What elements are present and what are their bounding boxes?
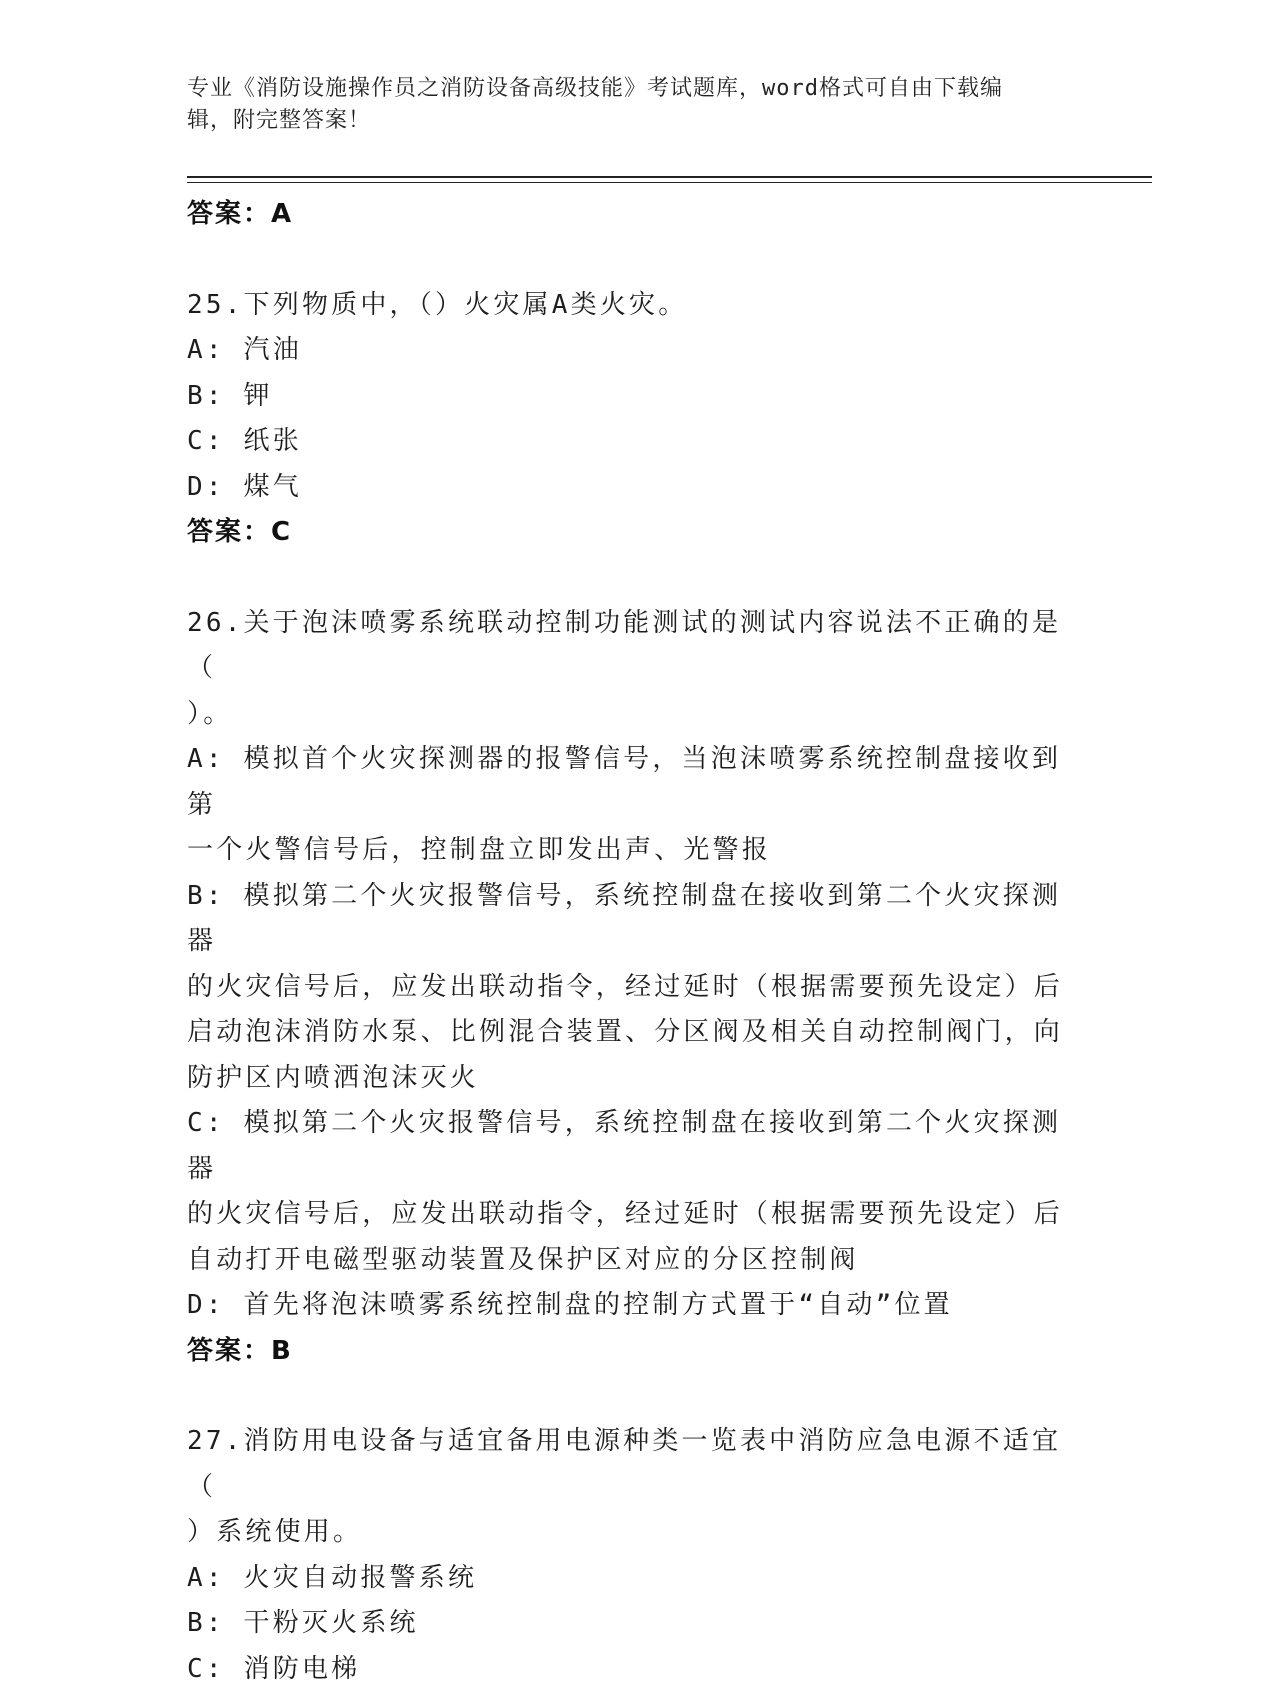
question-25-option-c: C: 纸张 [187, 419, 1077, 465]
question-26-option-c-line-2: 的火灾信号后，应发出联动指令，经过延时（根据需要预先设定）后 [187, 1192, 1077, 1238]
question-26 [187, 601, 1077, 1375]
question-26-option-c-line-1: C: 模拟第二个火灾报警信号，系统控制盘在接收到第二个火灾探测器 [187, 1101, 1077, 1192]
question-26-stem-line-2: ）。 [187, 692, 1077, 738]
question-27 [187, 1419, 1077, 1692]
question-26-option-a-line-1: A: 模拟首个火灾探测器的报警信号，当泡沫喷雾系统控制盘接收到第 [187, 737, 1077, 828]
header-divider-thin [187, 182, 1152, 183]
question-26-option-c-line-3: 自动打开电磁型驱动装置及保护区对应的分区控制阀 [187, 1238, 1077, 1284]
question-27-option-a: A: 火灾自动报警系统 [187, 1556, 1077, 1602]
question-27-stem-line-1: 27.消防用电设备与适宜备用电源种类一览表中消防应急电源不适宜（ [187, 1419, 1077, 1510]
question-27-stem-line-2: ）系统使用。 [187, 1510, 1077, 1556]
question-26-option-b-line-2: 的火灾信号后，应发出联动指令，经过延时（根据需要预先设定）后 [187, 965, 1077, 1011]
question-26-option-a-line-2: 一个火警信号后，控制盘立即发出声、光警报 [187, 828, 1077, 874]
question-25-option-a: A: 汽油 [187, 328, 1077, 374]
question-content [187, 192, 1077, 1692]
previous-answer: 答案：A [187, 192, 1077, 238]
question-25-answer: 答案：C [187, 510, 1077, 556]
spacer [187, 556, 1077, 601]
header-divider-thick [187, 176, 1152, 178]
question-26-option-b-line-4: 防护区内喷洒泡沫灭火 [187, 1056, 1077, 1102]
question-26-option-b-line-3: 启动泡沫消防水泵、比例混合装置、分区阀及相关自动控制阀门，向 [187, 1010, 1077, 1056]
question-25-option-d: D: 煤气 [187, 465, 1077, 511]
spacer [187, 1374, 1077, 1419]
question-26-stem-line-1: 26.关于泡沫喷雾系统联动控制功能测试的测试内容说法不正确的是（ [187, 601, 1077, 692]
page-header [187, 73, 1067, 137]
question-25 [187, 283, 1077, 556]
question-27-option-c: C: 消防电梯 [187, 1647, 1077, 1692]
question-25-option-b: B: 钾 [187, 374, 1077, 420]
header-line-1: 专业《消防设施操作员之消防设备高级技能》考试题库，word格式可自由下载编 [187, 73, 1067, 105]
question-27-option-b: B: 干粉灭火系统 [187, 1601, 1077, 1647]
question-26-option-d: D: 首先将泡沫喷雾系统控制盘的控制方式置于“自动”位置 [187, 1283, 1077, 1329]
question-26-answer: 答案：B [187, 1329, 1077, 1375]
header-line-2: 辑，附完整答案！ [187, 105, 1067, 137]
question-26-option-b-line-1: B: 模拟第二个火灾报警信号，系统控制盘在接收到第二个火灾探测器 [187, 874, 1077, 965]
spacer [187, 238, 1077, 283]
question-25-stem: 25.下列物质中，（）火灾属A类火灾。 [187, 283, 1077, 329]
